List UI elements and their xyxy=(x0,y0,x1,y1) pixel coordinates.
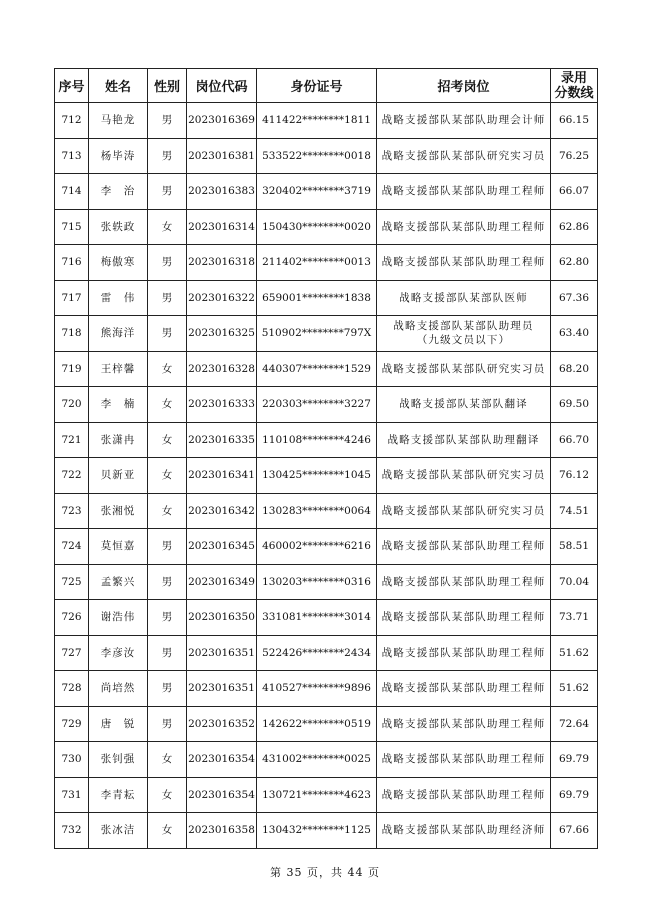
table-row xyxy=(55,387,598,423)
cell-name: 李彦汝 xyxy=(89,635,148,671)
cell-code: 2023016314 xyxy=(187,209,257,245)
cell-position xyxy=(377,706,551,742)
position-line: 战略支援部队某部队助理工程师 xyxy=(381,540,546,553)
cell-name: 李青耘 xyxy=(89,777,148,813)
cell-score: 70.04 xyxy=(551,564,598,600)
cell-code: 2023016369 xyxy=(187,103,257,139)
cell-gender: 女 xyxy=(148,458,187,494)
header-row xyxy=(55,69,598,103)
header-gender: 性别 xyxy=(148,69,187,103)
cell-position xyxy=(377,493,551,529)
position-line: 战略支援部队某部队助理工程师 xyxy=(381,753,546,766)
cell-code: 2023016345 xyxy=(187,529,257,565)
cell-code: 2023016351 xyxy=(187,671,257,707)
table-row xyxy=(55,174,598,210)
cell-code: 2023016358 xyxy=(187,813,257,849)
cell-position xyxy=(377,777,551,813)
header-seq: 序号 xyxy=(55,69,89,103)
position-line: （九级文员以下） xyxy=(416,334,511,347)
cell-name: 张钊强 xyxy=(89,742,148,778)
header-code: 岗位代码 xyxy=(187,69,257,103)
table-row xyxy=(55,742,598,778)
cell-id: 130721********4623 xyxy=(257,777,377,813)
cell-gender: 男 xyxy=(148,671,187,707)
cell-gender: 男 xyxy=(148,245,187,281)
cell-seq: 720 xyxy=(55,387,89,423)
cell-score: 63.40 xyxy=(551,316,598,352)
cell-score: 76.12 xyxy=(551,458,598,494)
cell-id: 130283********0064 xyxy=(257,493,377,529)
table-row xyxy=(55,103,598,139)
cell-seq: 719 xyxy=(55,351,89,387)
cell-gender: 男 xyxy=(148,600,187,636)
cell-gender: 男 xyxy=(148,103,187,139)
cell-position xyxy=(377,529,551,565)
cell-code: 2023016328 xyxy=(187,351,257,387)
results-table-container xyxy=(54,68,597,849)
cell-name: 李 治 xyxy=(89,174,148,210)
cell-score: 62.80 xyxy=(551,245,598,281)
cell-name: 李 楠 xyxy=(89,387,148,423)
cell-gender: 男 xyxy=(148,564,187,600)
cell-position xyxy=(377,387,551,423)
cell-name: 梅傲寒 xyxy=(89,245,148,281)
cell-id: 440307********1529 xyxy=(257,351,377,387)
cell-id: 431002********0025 xyxy=(257,742,377,778)
cell-name: 杨毕涛 xyxy=(89,138,148,174)
cell-score: 66.07 xyxy=(551,174,598,210)
cell-seq: 721 xyxy=(55,422,89,458)
position-line: 战略支援部队某部队助理工程师 xyxy=(381,220,546,233)
cell-gender: 男 xyxy=(148,529,187,565)
page-footer: 第 35 页，共 44 页 xyxy=(270,866,380,879)
position-line: 战略支援部队某部队助理工程师 xyxy=(381,788,546,801)
cell-code: 2023016351 xyxy=(187,635,257,671)
cell-seq: 724 xyxy=(55,529,89,565)
cell-gender: 男 xyxy=(148,316,187,352)
cell-seq: 715 xyxy=(55,209,89,245)
cell-score: 73.71 xyxy=(551,600,598,636)
position-line: 战略支援部队某部队助理工程师 xyxy=(381,611,546,624)
table-row xyxy=(55,635,598,671)
cell-position xyxy=(377,245,551,281)
cell-position xyxy=(377,138,551,174)
cell-gender: 女 xyxy=(148,813,187,849)
cell-code: 2023016325 xyxy=(187,316,257,352)
cell-seq: 731 xyxy=(55,777,89,813)
cell-name: 贝新亚 xyxy=(89,458,148,494)
cell-position xyxy=(377,103,551,139)
cell-seq: 728 xyxy=(55,671,89,707)
cell-seq: 732 xyxy=(55,813,89,849)
cell-id: 211402********0013 xyxy=(257,245,377,281)
table-row xyxy=(55,245,598,281)
cell-score: 69.79 xyxy=(551,742,598,778)
cell-score: 51.62 xyxy=(551,635,598,671)
cell-position xyxy=(377,600,551,636)
cell-position xyxy=(377,635,551,671)
cell-score: 68.20 xyxy=(551,351,598,387)
cell-name: 张冰洁 xyxy=(89,813,148,849)
header-position: 招考岗位 xyxy=(377,69,551,103)
cell-seq: 726 xyxy=(55,600,89,636)
cell-code: 2023016341 xyxy=(187,458,257,494)
cell-score: 67.36 xyxy=(551,280,598,316)
cell-position xyxy=(377,422,551,458)
cell-id: 130425********1045 xyxy=(257,458,377,494)
cell-position xyxy=(377,813,551,849)
header-name: 姓名 xyxy=(89,69,148,103)
cell-name: 莫恒嘉 xyxy=(89,529,148,565)
cell-gender: 女 xyxy=(148,209,187,245)
cell-seq: 730 xyxy=(55,742,89,778)
cell-gender: 女 xyxy=(148,422,187,458)
cell-name: 王梓馨 xyxy=(89,351,148,387)
cell-name: 孟繁兴 xyxy=(89,564,148,600)
cell-id: 522426********2434 xyxy=(257,635,377,671)
position-line: 战略支援部队某部队研究实习员 xyxy=(381,149,546,162)
table-row xyxy=(55,138,598,174)
position-line: 战略支援部队某部队研究实习员 xyxy=(381,362,546,375)
position-line: 战略支援部队某部队研究实习员 xyxy=(381,469,546,482)
header-id: 身份证号 xyxy=(257,69,377,103)
cell-seq: 713 xyxy=(55,138,89,174)
cell-position xyxy=(377,280,551,316)
cell-score: 67.66 xyxy=(551,813,598,849)
cell-id: 320402********3719 xyxy=(257,174,377,210)
cell-id: 533522********0018 xyxy=(257,138,377,174)
cell-position xyxy=(377,316,551,352)
cell-seq: 716 xyxy=(55,245,89,281)
cell-code: 2023016335 xyxy=(187,422,257,458)
cell-code: 2023016352 xyxy=(187,706,257,742)
table-row xyxy=(55,280,598,316)
cell-code: 2023016381 xyxy=(187,138,257,174)
table-row xyxy=(55,671,598,707)
cell-seq: 718 xyxy=(55,316,89,352)
cell-name: 尚培然 xyxy=(89,671,148,707)
position-line: 战略支援部队某部队助理经济师 xyxy=(381,824,546,837)
cell-code: 2023016322 xyxy=(187,280,257,316)
cell-score: 74.51 xyxy=(551,493,598,529)
table-row xyxy=(55,564,598,600)
header-score-line1: 录用 xyxy=(560,70,587,86)
position-line: 战略支援部队某部队助理工程师 xyxy=(381,682,546,695)
cell-gender: 男 xyxy=(148,280,187,316)
cell-gender: 男 xyxy=(148,706,187,742)
cell-id: 331081********3014 xyxy=(257,600,377,636)
position-line: 战略支援部队某部队助理翻译 xyxy=(387,433,540,446)
table-row xyxy=(55,813,598,849)
position-line: 战略支援部队某部队助理工程师 xyxy=(381,646,546,659)
position-line: 战略支援部队某部队助理员 xyxy=(393,320,534,333)
position-line: 战略支援部队某部队研究实习员 xyxy=(381,504,546,517)
cell-name: 唐 锐 xyxy=(89,706,148,742)
results-table xyxy=(54,68,598,849)
cell-score: 51.62 xyxy=(551,671,598,707)
cell-gender: 女 xyxy=(148,351,187,387)
cell-gender: 女 xyxy=(148,742,187,778)
cell-id: 110108********4246 xyxy=(257,422,377,458)
cell-id: 659001********1838 xyxy=(257,280,377,316)
cell-id: 130432********1125 xyxy=(257,813,377,849)
cell-seq: 727 xyxy=(55,635,89,671)
cell-gender: 男 xyxy=(148,138,187,174)
table-row xyxy=(55,422,598,458)
position-line: 战略支援部队某部队助理工程师 xyxy=(381,256,546,269)
table-row xyxy=(55,209,598,245)
header-score xyxy=(551,69,598,103)
cell-gender: 男 xyxy=(148,635,187,671)
cell-gender: 女 xyxy=(148,493,187,529)
cell-position xyxy=(377,458,551,494)
cell-gender: 女 xyxy=(148,387,187,423)
cell-seq: 722 xyxy=(55,458,89,494)
cell-id: 411422********1811 xyxy=(257,103,377,139)
position-line: 战略支援部队某部队医师 xyxy=(399,291,528,304)
cell-id: 510902********797X xyxy=(257,316,377,352)
cell-code: 2023016349 xyxy=(187,564,257,600)
position-line: 战略支援部队某部队助理工程师 xyxy=(381,185,546,198)
table-row xyxy=(55,529,598,565)
position-line: 战略支援部队某部队助理工程师 xyxy=(381,575,546,588)
cell-id: 150430********0020 xyxy=(257,209,377,245)
cell-score: 69.79 xyxy=(551,777,598,813)
cell-score: 66.15 xyxy=(551,103,598,139)
cell-id: 410527********9896 xyxy=(257,671,377,707)
cell-seq: 729 xyxy=(55,706,89,742)
cell-name: 张潇冉 xyxy=(89,422,148,458)
cell-name: 马艳龙 xyxy=(89,103,148,139)
cell-gender: 女 xyxy=(148,777,187,813)
cell-code: 2023016350 xyxy=(187,600,257,636)
cell-name: 雷 伟 xyxy=(89,280,148,316)
table-row xyxy=(55,706,598,742)
cell-code: 2023016354 xyxy=(187,777,257,813)
header-score-line2: 分数线 xyxy=(554,85,594,101)
cell-score: 72.64 xyxy=(551,706,598,742)
cell-id: 142622********0519 xyxy=(257,706,377,742)
cell-position xyxy=(377,564,551,600)
table-row xyxy=(55,351,598,387)
cell-code: 2023016333 xyxy=(187,387,257,423)
cell-name: 张湘悦 xyxy=(89,493,148,529)
cell-seq: 714 xyxy=(55,174,89,210)
cell-seq: 712 xyxy=(55,103,89,139)
table-row xyxy=(55,458,598,494)
cell-code: 2023016383 xyxy=(187,174,257,210)
position-line: 战略支援部队某部队翻译 xyxy=(399,398,528,411)
cell-position xyxy=(377,351,551,387)
cell-code: 2023016342 xyxy=(187,493,257,529)
cell-seq: 717 xyxy=(55,280,89,316)
position-line: 战略支援部队某部队助理工程师 xyxy=(381,717,546,730)
cell-id: 460002********6216 xyxy=(257,529,377,565)
table-row xyxy=(55,493,598,529)
cell-name: 张轶政 xyxy=(89,209,148,245)
cell-id: 130203********0316 xyxy=(257,564,377,600)
table-row xyxy=(55,777,598,813)
cell-seq: 725 xyxy=(55,564,89,600)
cell-score: 66.70 xyxy=(551,422,598,458)
cell-id: 220303********3227 xyxy=(257,387,377,423)
cell-position xyxy=(377,671,551,707)
table-row xyxy=(55,316,598,352)
cell-position xyxy=(377,174,551,210)
cell-name: 谢浩伟 xyxy=(89,600,148,636)
cell-score: 76.25 xyxy=(551,138,598,174)
table-row xyxy=(55,600,598,636)
cell-seq: 723 xyxy=(55,493,89,529)
cell-gender: 男 xyxy=(148,174,187,210)
cell-code: 2023016354 xyxy=(187,742,257,778)
position-line: 战略支援部队某部队助理会计师 xyxy=(381,114,546,127)
cell-score: 69.50 xyxy=(551,387,598,423)
cell-position xyxy=(377,742,551,778)
cell-score: 58.51 xyxy=(551,529,598,565)
cell-name: 熊海洋 xyxy=(89,316,148,352)
cell-score: 62.86 xyxy=(551,209,598,245)
cell-code: 2023016318 xyxy=(187,245,257,281)
cell-position xyxy=(377,209,551,245)
